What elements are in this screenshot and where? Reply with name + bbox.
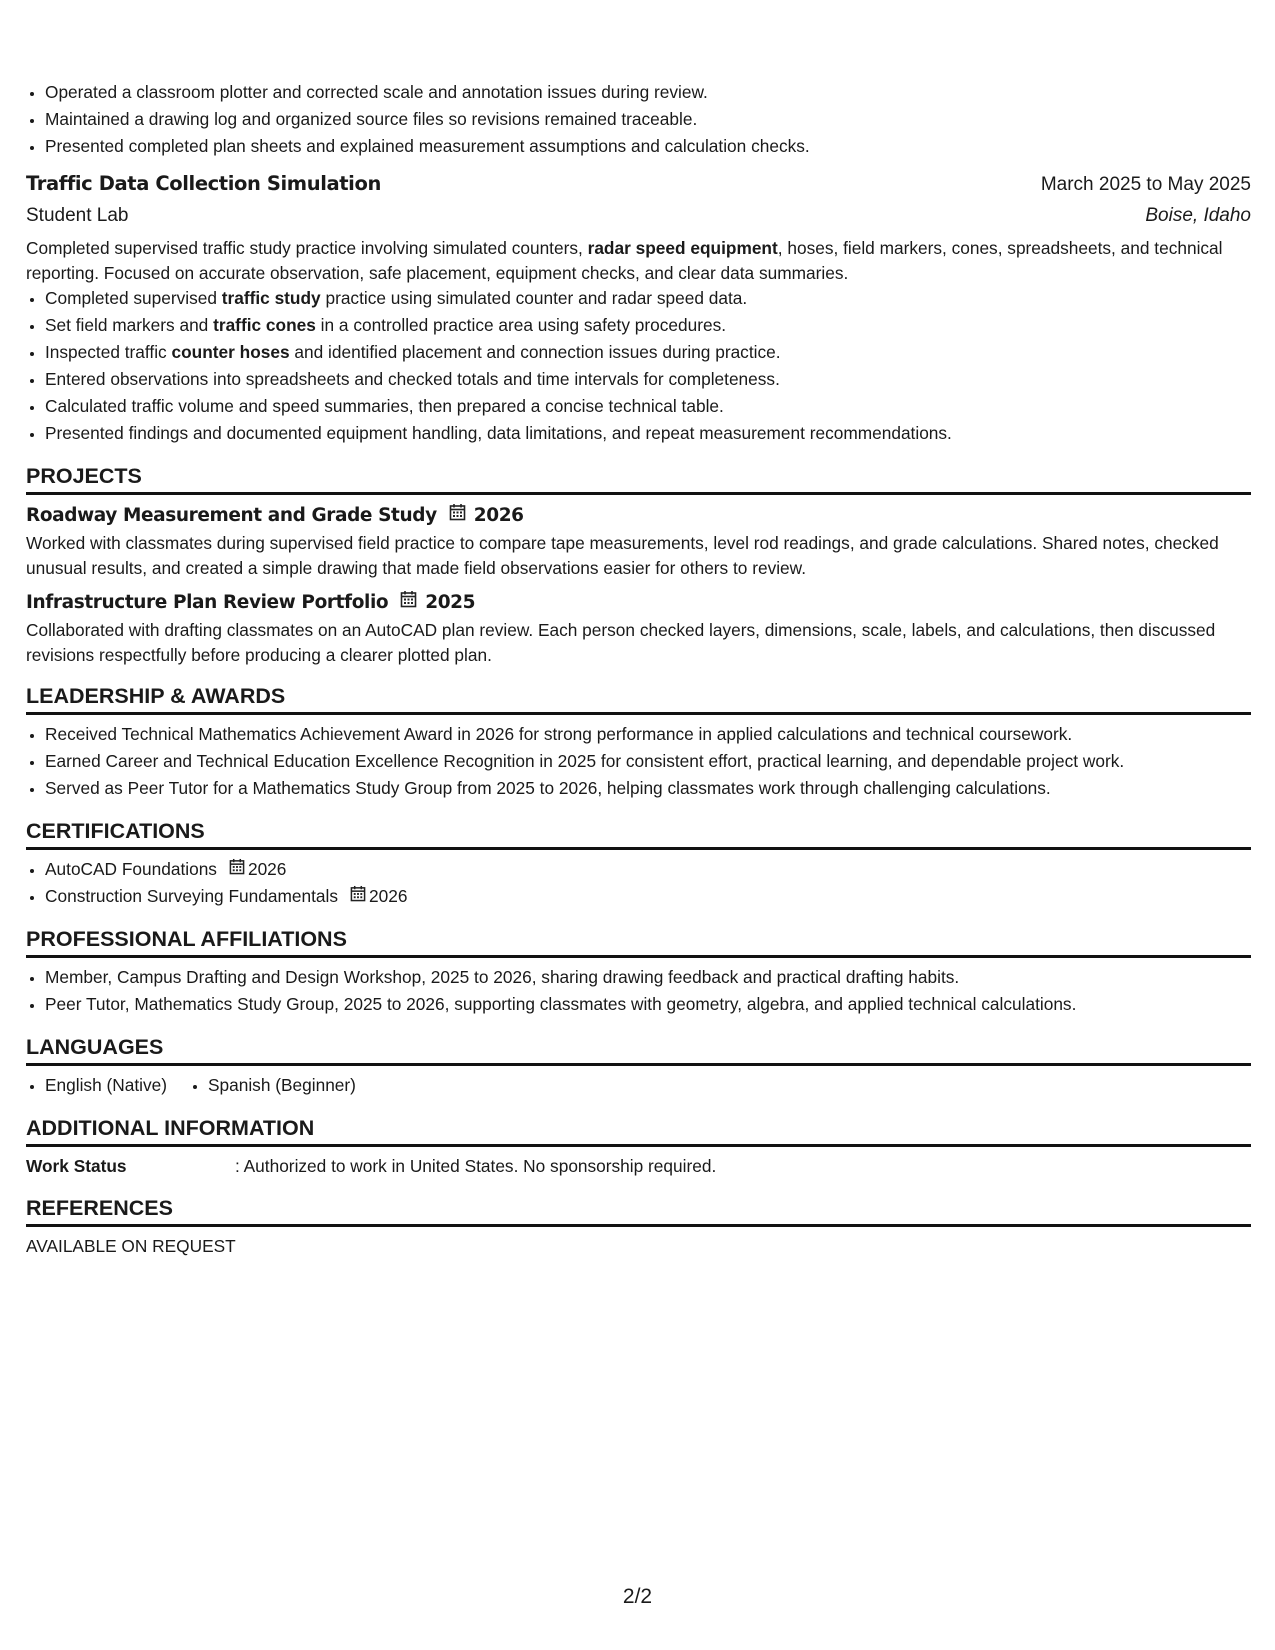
references-text: AVAILABLE ON REQUEST: [26, 1236, 236, 1256]
page-number: 2/2: [622, 1585, 653, 1608]
languages-list: [26, 1072, 1251, 1099]
project-description: Worked with classmates during supervised field practice to compare tape measurements, level rod readings, and grade calculations. Shared notes, checked unusual results, and created a simple drawing that made field observations easier for others to review.: [26, 533, 1219, 578]
cert-name: • Construction Surveying Fundamentals: [45, 886, 338, 906]
entry-dates: March 2025 to May 2025: [1040, 174, 1251, 195]
previous-entry-bullets: [26, 79, 1251, 160]
list-item: • Served as Peer Tutor for a Mathematics Study Group from 2025 to 2026, helping classmates work through challenging calculations.: [45, 775, 1251, 802]
certifications-list: [26, 856, 1251, 910]
section-heading-references: REFERENCES: [26, 1193, 1251, 1227]
calendar-icon: [229, 856, 245, 883]
leadership-list: [26, 721, 1251, 802]
work-status-value: : Authorized to work in United States. No sponsorship required.: [235, 1156, 717, 1176]
resume-page: [26, 79, 1251, 1259]
entry-organization: Student Lab: [26, 205, 129, 226]
project-title: Roadway Measurement and Grade Study: [26, 505, 437, 526]
entry-title: Traffic Data Collection Simulation: [26, 172, 381, 195]
list-item: • Set field markers and traffic cones in a controlled practice area using safety procedures.: [45, 312, 1251, 339]
project-item: [26, 501, 1251, 580]
list-item: • Presented completed plan sheets and explained measurement assumptions and calculation checks.: [45, 133, 1251, 160]
list-item: • Operated a classroom plotter and corrected scale and annotation issues during review.: [45, 79, 1251, 106]
section-heading-projects: PROJECTS: [26, 461, 1251, 495]
list-item: • Peer Tutor, Mathematics Study Group, 2025 to 2026, supporting classmates with geometry, algebra, and applied technical calculations.: [45, 991, 1251, 1018]
affiliations-list: [26, 964, 1251, 1018]
list-item: • Earned Career and Technical Education Excellence Recognition in 2025 for consistent effort, practical learning, and dependable project work.: [45, 748, 1251, 775]
section-heading-certifications: CERTIFICATIONS: [26, 816, 1251, 850]
work-status-row: [26, 1153, 1251, 1179]
project-item: [26, 588, 1251, 667]
language-item: • English (Native): [45, 1072, 167, 1099]
cert-year: 2026: [247, 859, 287, 879]
list-item: • Entered observations into spreadsheets and checked totals and time intervals for completeness.: [45, 366, 1251, 393]
list-item: • Calculated traffic volume and speed summaries, then prepared a concise technical table.: [45, 393, 1251, 420]
project-title: Infrastructure Plan Review Portfolio: [26, 592, 389, 613]
list-item: • Received Technical Mathematics Achievement Award in 2026 for strong performance in applied calculations and technical coursework.: [45, 721, 1251, 748]
section-heading-affiliations: PROFESSIONAL AFFILIATIONS: [26, 924, 1251, 958]
section-heading-languages: LANGUAGES: [26, 1032, 1251, 1066]
list-item: • Maintained a drawing log and organized source files so revisions remained traceable.: [45, 106, 1251, 133]
cert-name: • AutoCAD Foundations: [45, 859, 217, 879]
list-item: • Member, Campus Drafting and Design Workshop, 2025 to 2026, sharing drawing feedback and practical drafting habits.: [45, 964, 1251, 991]
project-year: 2025: [425, 592, 476, 613]
calendar-icon: [400, 588, 417, 618]
entry-description: Completed supervised traffic study practice involving simulated counters, radar speed equipment, hoses, field markers, cones, spreadsheets, and technical reporting. Focused on accurate observation, safe placement, equipment checks, and clear data summaries.: [26, 238, 1223, 283]
entry-bullets: [26, 285, 1251, 447]
experience-entry: [26, 168, 1251, 447]
list-item: [45, 856, 1251, 883]
list-item: • Inspected traffic counter hoses and identified placement and connection issues during practice.: [45, 339, 1251, 366]
calendar-icon: [449, 501, 466, 531]
section-heading-leadership: LEADERSHIP & AWARDS: [26, 681, 1251, 715]
calendar-icon: [350, 883, 366, 910]
work-status-label: Work Status: [26, 1156, 127, 1176]
entry-location: Boise, Idaho: [1145, 205, 1251, 226]
list-item: • Presented findings and documented equipment handling, data limitations, and repeat measurement recommendations.: [45, 420, 1251, 447]
project-description: Collaborated with drafting classmates on an AutoCAD plan review. Each person checked layers, dimensions, scale, labels, and calculations, then discussed revisions respectfully before producing a clearer plotted plan.: [26, 620, 1216, 665]
list-item: [45, 883, 1251, 910]
project-year: 2026: [473, 505, 524, 526]
section-heading-additional-info: ADDITIONAL INFORMATION: [26, 1113, 1251, 1147]
cert-year: 2026: [368, 886, 408, 906]
language-item: • Spanish (Beginner): [208, 1072, 356, 1099]
list-item: • Completed supervised traffic study practice using simulated counter and radar speed data.: [45, 285, 1251, 312]
